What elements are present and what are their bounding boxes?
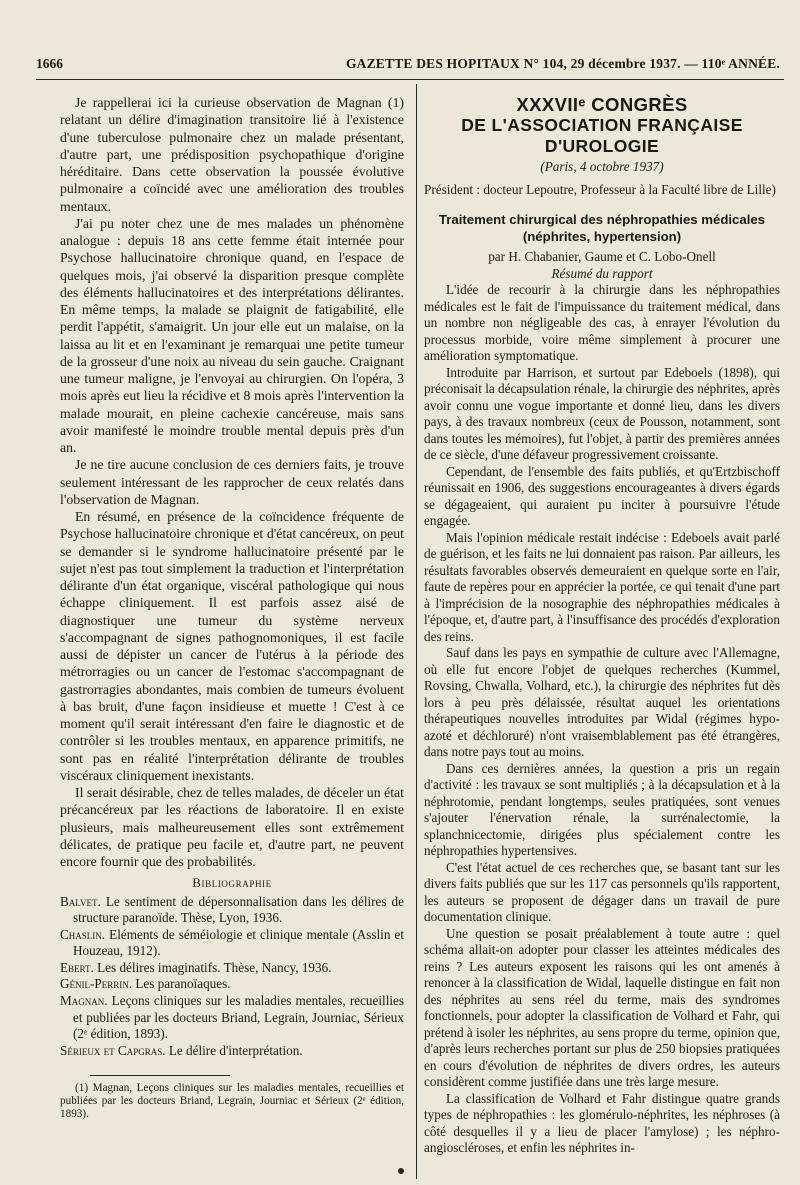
right-paragraph: Dans ces dernières années, la question a pris un regain d'activité : les travaux se sont multipliés ; à la décapsulation et à la néphrotomie, pendant longtemps, seules pratiquées, sont venues s'ajouter l'énervation rénale, la surrénalectomie, la splanchnicectomie, dirigées plus spécialement contre les néphropathies hypertensives.	[424, 760, 780, 858]
left-paragraph: Je rappellerai ici la curieuse observation de Magnan (1) relatant un délire d'imagination transitoire lié à l'existence d'une tuberculose pulmonaire chez un malade présentant, d'autre part, une prédisposition psychopathique d'origine héréditaire. Dans cette observation la poussée évolutive pulmonaire a coïncidé avec une amélioration des troubles mentaux.	[60, 95, 404, 214]
bib-entry	[60, 993, 404, 1043]
bib-author: Génil-Perrin.	[60, 976, 133, 992]
right-column	[424, 94, 780, 1157]
congress-title-line1: XXXVIIᵉ CONGRÈS	[516, 94, 688, 115]
footnote: (1) Magnan, Leçons cliniques sur les maladies mentales, recueillies et publiées par les docteurs Briand, Legrain, Journiac et Sérieux (2ᵉ édition, 1893).	[60, 1082, 404, 1121]
bib-text: Leçons cliniques sur les maladies mentales, recueillies et publiées par les docteurs Briand, Legrain, Journiac, Sérieux (2ᵉ édition, 1893).	[73, 993, 405, 1042]
bib-entry	[60, 960, 404, 977]
right-paragraph: La classification de Volhard et Fahr distingue quatre grands types de néphropathies : les glomérulo-néphrites, les néphroses (à côté desquelles il y a lieu de placer l'amylose) ; les néphro-angioscléroses, et enfin les néphrites in-	[424, 1090, 780, 1155]
congress-title	[424, 94, 780, 157]
president-line: Président : docteur Lepoutre, Professeur à la Faculté libre de Lille)	[424, 181, 776, 197]
page-number: 1666	[36, 56, 63, 71]
bib-author: Balvet.	[60, 893, 101, 909]
place-date: (Paris, 4 octobre 1937)	[540, 159, 664, 174]
bib-entry	[60, 894, 404, 927]
bibliography-heading: Bibliographie	[192, 875, 272, 891]
running-header	[36, 56, 780, 76]
bib-text: Les paranoïaques.	[135, 976, 231, 992]
right-paragraph: Une question se posait préalablement à toute autre : quel schéma allait-on adopter pour classer les atteintes médicales des reins ? Les auteurs exposent les raisons qui les ont amenés à renoncer à la classification de Widal, laquelle distingue en fait non des néphrites au sens réel du terme, mais des syndromes fonctionnels, pour adopter la classification de Volhard et Fahr, qui prétend à isoler les néphrites, au sens propre du terme, opinion que, d'après leurs recherches portant sur plus de 250 biopsies pratiquées en cours d'évolution de néphrites de divers ordres, les auteurs considèrent comme justifiée dans une très large mesure.	[424, 925, 780, 1089]
bib-text: Le délire d'interprétation.	[168, 1042, 303, 1058]
right-paragraph: Sauf dans les pays en sympathie de culture avec l'Allemagne, où elle fut encore l'objet de quelques recherches (Kummel, Rovsing, Chwalla, Volhard, etc.), la chirurgie des néphrites fut dès lors à peu près délaissée, résultat auquel les orientations thérapeutiques nouvelles introduites par Widal (régimes hypo-azoté et déchloruré) n'ont vraisemblablement pas été étrangères, dans notre pays tout au moins.	[424, 645, 780, 759]
article-title: Traitement chirurgical des néphropathies médicales (néphrites, hypertension)	[438, 212, 766, 244]
right-paragraph: Cependant, de l'ensemble des faits publiés, et qu'Ertzbischoff réunissait en 1906, des suggestions encourageantes à divers égards se dégageaient, qui auraient pu inciter à poursuivre l'étude engagée.	[424, 463, 780, 528]
bibliography-list	[60, 894, 404, 1060]
bib-author: Ebert.	[60, 959, 94, 975]
right-paragraph: Mais l'opinion médicale restait indécise : Edeboels avait parlé de guérison, et les faits ne lui donnaient pas raison. Par ailleurs, les résultats favorables observés demeuraient en quelque sorte en l'air, faute de repères pour en apprécier la portée, ce qui tenait d'une part à l'imprécision de la nosographie des néphropathies médicales à l'époque, et, d'autre part, à l'insuffisance des procédés d'exploration des reins.	[424, 529, 780, 644]
left-paragraph: J'ai pu noter chez une de mes malades un phénomène analogue : depuis 18 ans cette femme était internée pour Psychose hallucinatoire chronique quand, en l'espace de quelques mois, j'ai observé la disparition presque complète des éléments hallucinatoires et des interprétations délirantes. En même temps, la malade se plaignit de fatigabilité, elle perdit l'appétit, s'amaigrit. Un jour elle eut un malaise, on la laissa au lit et en l'examinant je remarquai une petite tumeur de la grosseur d'une noix au niveau du sein gauche. Craignant une tumeur maligne, je l'envoyai au chirurgien. On l'opéra, 3 mois après eut lieu la récidive et 8 mois après l'intervention la malade mourait, en pleine cachexie cancéreuse, mais sans avoir manifesté le moindre trouble mental depuis près d'un an.	[60, 215, 404, 455]
column-separator	[416, 84, 417, 1179]
bib-author: Chaslin.	[60, 926, 106, 942]
summary-label: Résumé du rapport	[551, 265, 653, 281]
right-paragraph: C'est l'état actuel de ces recherches que, se basant tant sur les divers faits publiés que sur les 117 cas personnels qu'ils rapportent, les auteurs se proposent de dégager dans un travail de pure documentation clinique.	[424, 859, 780, 924]
left-column	[60, 94, 404, 1121]
left-paragraph: Je ne tire aucune conclusion de ces derniers faits, je trouve seulement intéressant de les rapprocher de ceux relatés dans l'observation de Magnan.	[60, 457, 404, 507]
congress-title-line2: DE L'ASSOCIATION FRANÇAISE D'UROLOGIE	[461, 115, 743, 156]
bib-entry	[60, 927, 404, 960]
left-paragraph: En résumé, en présence de la coïncidence fréquente de Psychose hallucinatoire chronique et d'état cancéreux, on peut se demander si le syndrome hallucinatoire présenté par le sujet n'est pas tout simplement la traduction et l'interprétation délirante d'un état organique, viscéral pathologique qui nous échappe cliniquement. Il est parfois assez aisé de diagnostiquer une tumeur du système nerveux s'accompagnant de signes pathognomoniques, il est facile aussi de dépister un cancer de l'utérus à la période des métrorragies ou un cancer de l'estomac s'accompagnant de gastrorragies abondantes, mais combien de tumeurs évoluent à bas bruit, d'une façon insidieuse et muette ! C'est à ce moment qu'il serait intéressant d'en faire le diagnostic et de contrôler si les troubles mentaux, en apparence primitifs, ne sont pas en réalité l'interprétation délirante de troubles viscéraux cliniquement inexistants.	[60, 509, 404, 783]
right-paragraph: Introduite par Harrison, et surtout par Edeboels (1898), qui préconisait la décapsulation rénale, la chirurgie des néphrites, après avoir connu une vogue importante et donné lieu, dans les divers pays, à des travaux nombreux (ceux de Pousson, notamment, sont dans toutes les mémoires), fut l'objet, à partir des premières années de ce siècle, d'une défaveur progressivement croissante.	[424, 364, 780, 462]
article-authors: par H. Chabanier, Gaume et C. Lobo-Onell	[488, 249, 716, 264]
header-rule	[36, 79, 784, 80]
ink-dot-mark	[398, 1168, 404, 1174]
bib-text: Les délires imaginatifs. Thèse, Nancy, 1936.	[97, 959, 332, 975]
bib-entry	[60, 1043, 404, 1060]
bib-text: Le sentiment de dépersonnalisation dans les délires de structure paranoïde. Thèse, Lyon, 1936.	[73, 893, 405, 926]
bib-text: Eléments de séméiologie et clinique mentale (Asslin et Houzeau, 1912).	[73, 926, 404, 959]
right-paragraph: L'idée de recourir à la chirurgie dans les néphropathies médicales est le fait de l'impuissance du traitement médical, dans un nombre non négligeable des cas, à enrayer l'évolution du processus morbide, voire même simplement à procurer une amélioration symptomatique.	[424, 282, 780, 363]
bib-author: Magnan.	[60, 993, 108, 1009]
bib-author: Sérieux et Capgras.	[60, 1042, 166, 1058]
footnote-rule	[90, 1075, 230, 1076]
bib-entry	[60, 976, 404, 993]
running-head: GAZETTE DES HOPITAUX N° 104, 29 décembre 1937. — 110ᵉ ANNÉE.	[345, 56, 780, 71]
left-paragraph: Il serait désirable, chez de telles malades, de déceler un état précancéreux par les réactions de laboratoire. Il en existe plusieurs, mais malheureusement elles sont extrêmement délicates, de pratique peu facile et, d'autre part, ne peuvent encore fournir que des probabilités.	[60, 785, 404, 869]
